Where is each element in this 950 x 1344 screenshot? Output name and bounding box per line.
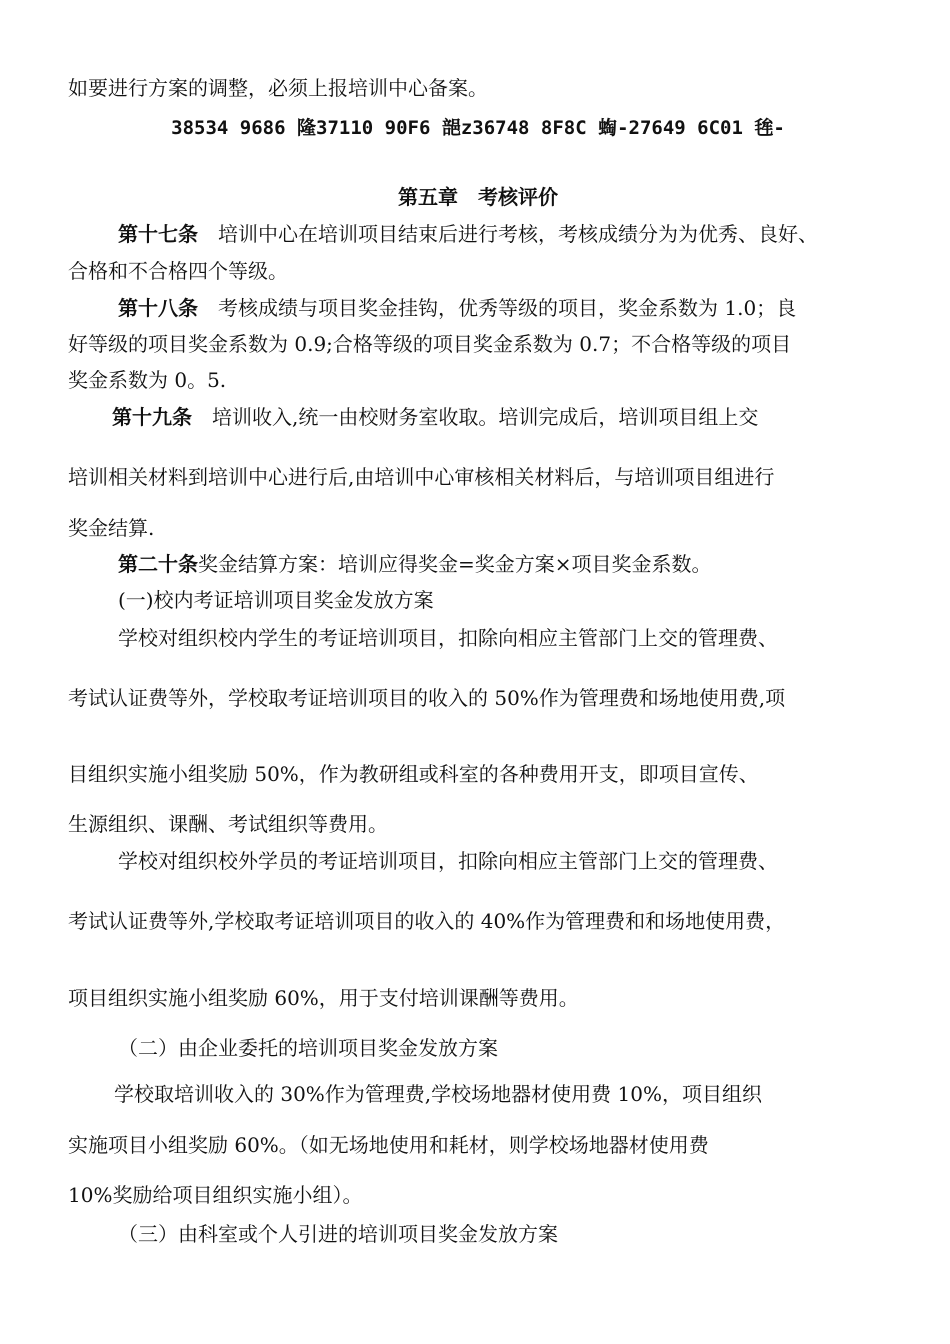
text-line: 项目组织实施小组奖励 60%，用于支付培训课酬等费用。 xyxy=(68,986,579,1010)
section-heading: （二）由企业委托的培训项目奖金发放方案 xyxy=(118,1036,498,1060)
text-line: 奖金系数为 0。5. xyxy=(68,368,227,392)
article-text: 培训收入,统一由校财务室收取。培训完成后，培训项目组上交 xyxy=(192,405,759,429)
article-20 xyxy=(118,552,894,576)
text-line: 学校对组织校外学员的考证培训项目，扣除向相应主管部门上交的管理费、 xyxy=(118,849,778,873)
article-19 xyxy=(112,405,894,429)
text-line: 实施项目小组奖励 60%。（如无场地使用和耗材，则学校场地器材使用费 xyxy=(68,1133,709,1157)
article-label: 第十九条 xyxy=(112,405,192,429)
chapter-heading: 第五章 考核评价 xyxy=(398,185,558,209)
article-text: 考核成绩与项目奖金挂钩，优秀等级的项目，奖金系数为 1.0；良 xyxy=(198,296,797,320)
text-line: 培训相关材料到培训中心进行后,由培训中心审核相关材料后，与培训项目组进行 xyxy=(68,465,775,489)
article-17 xyxy=(118,222,894,246)
text-line: 学校对组织校内学生的考证培训项目，扣除向相应主管部门上交的管理费、 xyxy=(118,626,778,650)
text-line: 如要进行方案的调整，必须上报培训中心备案。 xyxy=(68,76,488,100)
text-line: 考试认证费等外,学校取考证培训项目的收入的 40%作为管理费和和场地使用费， xyxy=(68,909,786,933)
text-line: 10%奖励给项目组织实施小组）。 xyxy=(68,1183,363,1207)
text-line: 合格和不合格四个等级。 xyxy=(68,259,288,283)
text-line: 目组织实施小组奖励 50%，作为教研组或科室的各种费用开支，即项目宣传、 xyxy=(68,762,759,786)
article-text: 培训中心在培训项目结束后进行考核，考核成绩分为为优秀、良好、 xyxy=(198,222,818,246)
article-label: 第十七条 xyxy=(118,222,198,246)
section-heading: (一)校内考证培训项目奖金发放方案 xyxy=(118,588,434,612)
text-line: 学校取培训收入的 30%作为管理费,学校场地器材使用费 10%，项目组织 xyxy=(114,1082,762,1106)
encoded-text-line: 38534 9686 隆37110 90F6 郶z36748 8F8C 蜪-27649 6C01 毪- xyxy=(171,117,785,139)
text-line: 生源组织、课酬、考试组织等费用。 xyxy=(68,812,388,836)
section-heading: （三）由科室或个人引进的培训项目奖金发放方案 xyxy=(118,1222,558,1246)
article-label: 第十八条 xyxy=(118,296,198,320)
article-label: 第二十条 xyxy=(118,552,198,576)
article-18 xyxy=(118,296,894,320)
article-text: 奖金结算方案：培训应得奖金=奖金方案×项目奖金系数。 xyxy=(198,552,712,576)
text-line: 好等级的项目奖金系数为 0.9;合格等级的项目奖金系数为 0.7；不合格等级的项目 xyxy=(68,332,792,356)
text-line: 考试认证费等外，学校取考证培训项目的收入的 50%作为管理费和场地使用费,项 xyxy=(68,686,786,710)
text-line: 奖金结算. xyxy=(68,516,155,540)
